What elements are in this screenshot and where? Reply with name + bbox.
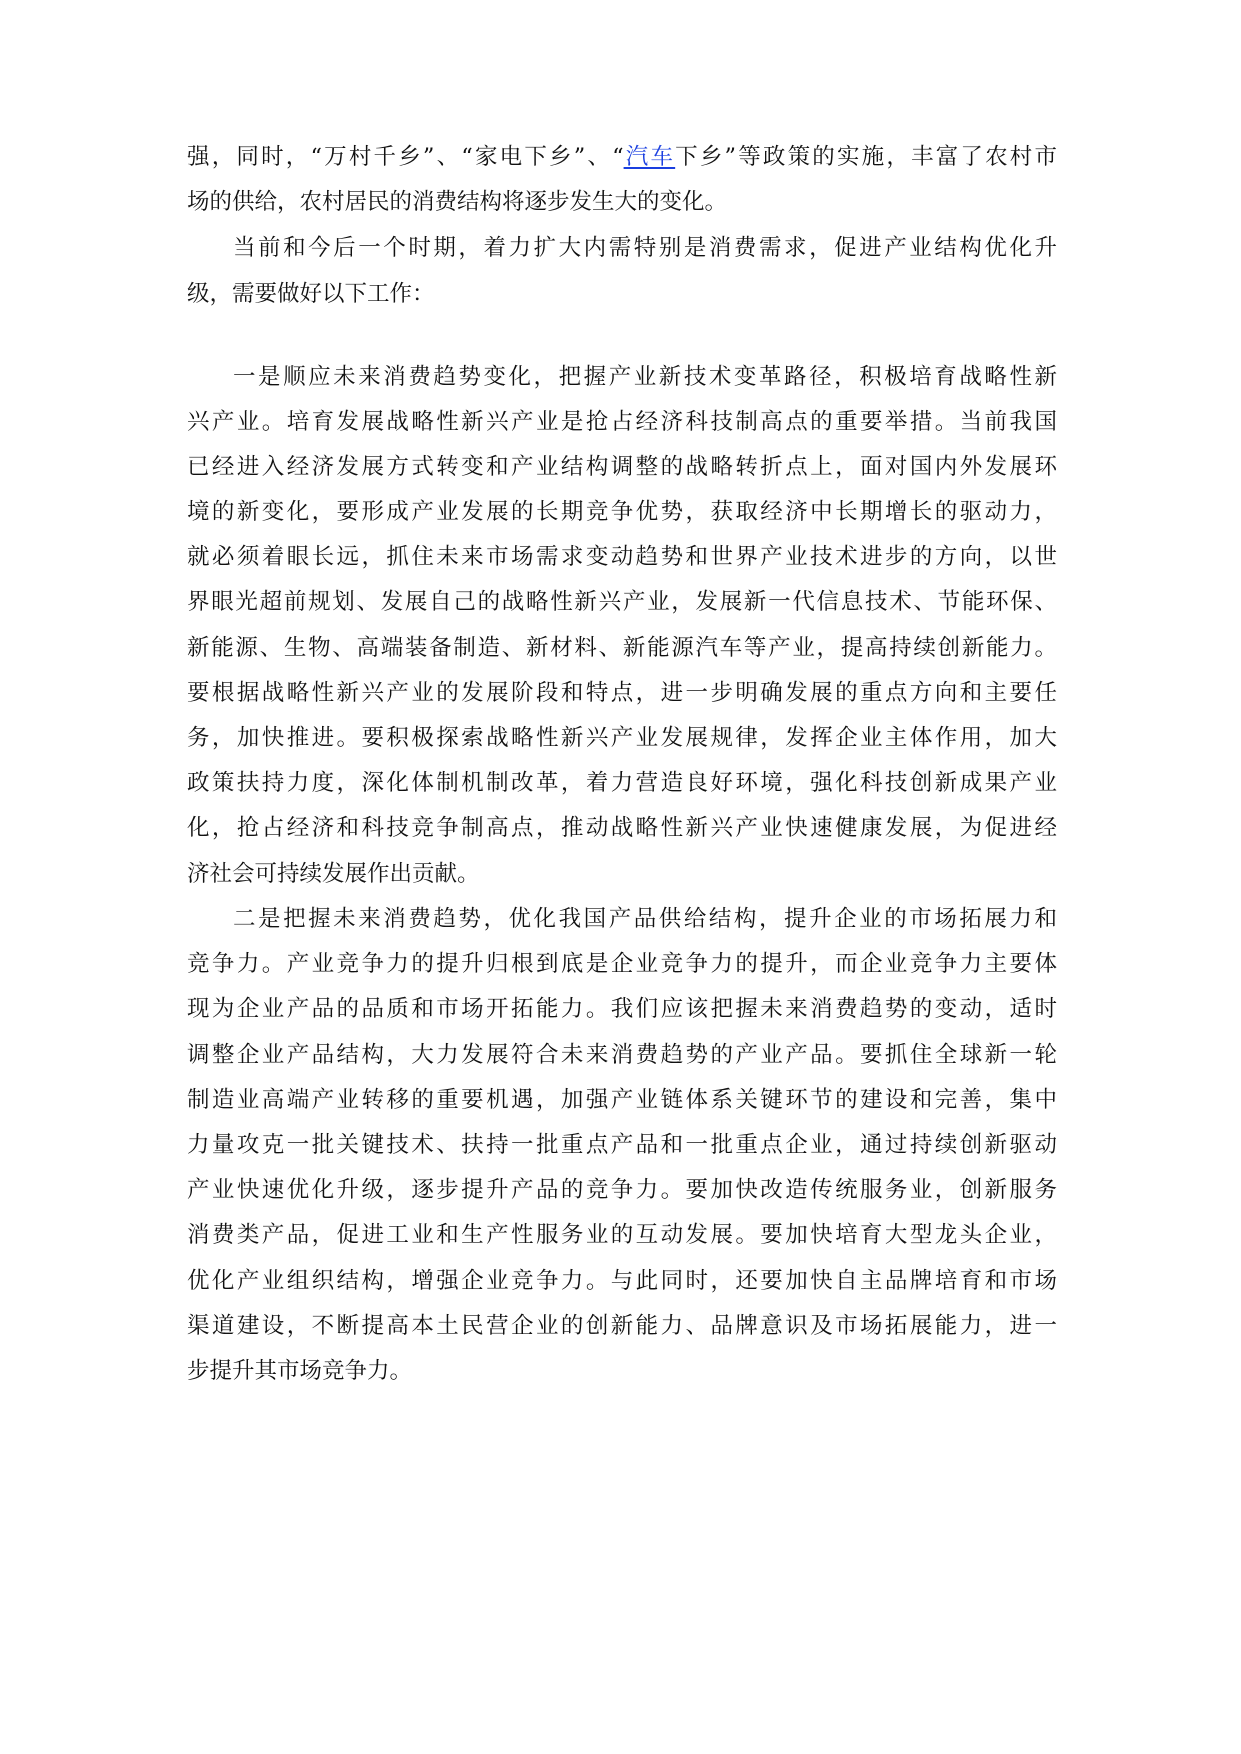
para-one-line: 兴产业。培育发展战略性新兴产业是抢占经济科技制高点的重要举措。当前我国 [187, 409, 1057, 435]
intro-text-before-link: 强，同时，“万村千乡”、“家电下乡”、“ [187, 144, 624, 170]
transition-line-1: 当前和今后一个时期，着力扩大内需特别是消费需求，促进产业结构优化升 [233, 235, 1057, 261]
para-one-line: 界眼光超前规划、发展自己的战略性新兴产业，发展新一代信息技术、节能环保、 [187, 589, 1057, 615]
intro-text-after-link: 下乡”等政策的实施，丰富了农村市 [675, 144, 1057, 170]
para-two-line: 调整企业产品结构，大力发展符合未来消费趋势的产业产品。要抓住全球新一轮 [187, 1042, 1057, 1068]
para-two-line: 竞争力。产业竞争力的提升归根到底是企业竞争力的提升，而企业竞争力主要体 [187, 951, 1057, 977]
para-two-line: 制造业高端产业转移的重要机遇，加强产业链体系关键环节的建设和完善，集中 [187, 1087, 1057, 1113]
para-two-line: 产业快速优化升级，逐步提升产品的竞争力。要加快改造传统服务业，创新服务 [187, 1177, 1057, 1203]
para-one-line: 就必须着眼长远，抓住未来市场需求变动趋势和世界产业技术进步的方向，以世 [187, 544, 1057, 570]
transition-line-2: 级，需要做好以下工作： [187, 281, 435, 307]
para-one-line: 政策扶持力度，深化体制机制改革，着力营造良好环境，强化科技创新成果产业 [187, 770, 1057, 796]
para-one-line: 要根据战略性新兴产业的发展阶段和特点，进一步明确发展的重点方向和主要任 [187, 680, 1057, 706]
para-two-line: 优化产业组织结构，增强企业竞争力。与此同时，还要加快自主品牌培育和市场 [187, 1268, 1057, 1294]
para-one-line: 务，加快推进。要积极探索战略性新兴产业发展规律，发挥企业主体作用，加大 [187, 725, 1057, 751]
para-one-line: 新能源、生物、高端装备制造、新材料、新能源汽车等产业，提高持续创新能力。 [187, 635, 1057, 661]
para-two-line: 消费类产品，促进工业和生产性服务业的互动发展。要加快培育大型龙头企业， [187, 1222, 1057, 1248]
intro-line-1 [187, 135, 1057, 179]
para-two-line: 二是把握未来消费趋势，优化我国产品供给结构，提升企业的市场拓展力和 [233, 906, 1057, 932]
intro-line-2: 场的供给，农村居民的消费结构将逐步发生大的变化。 [187, 189, 728, 215]
para-two-line: 渠道建设，不断提高本土民营企业的创新能力、品牌意识及市场拓展能力，进一 [187, 1313, 1057, 1339]
para-one-line: 一是顺应未来消费趋势变化，把握产业新技术变革路径，积极培育战略性新 [233, 364, 1057, 390]
para-two-line: 力量攻克一批关键技术、扶持一批重点产品和一批重点企业，通过持续创新驱动 [187, 1132, 1057, 1158]
para-two-line: 步提升其市场竞争力。 [187, 1358, 413, 1384]
para-two-line: 现为企业产品的品质和市场开拓能力。我们应该把握未来消费趋势的变动，适时 [187, 996, 1057, 1022]
para-one-line: 济社会可持续发展作出贡献。 [187, 861, 480, 887]
para-one-line: 已经进入经济发展方式转变和产业结构调整的战略转折点上，面对国内外发展环 [187, 454, 1057, 480]
car-link[interactable]: 汽车 [623, 144, 676, 170]
para-one-line: 境的新变化，要形成产业发展的长期竞争优势，获取经济中长期增长的驱动力， [187, 499, 1057, 525]
para-one-line: 化，抢占经济和科技竞争制高点，推动战略性新兴产业快速健康发展，为促进经 [187, 815, 1057, 841]
